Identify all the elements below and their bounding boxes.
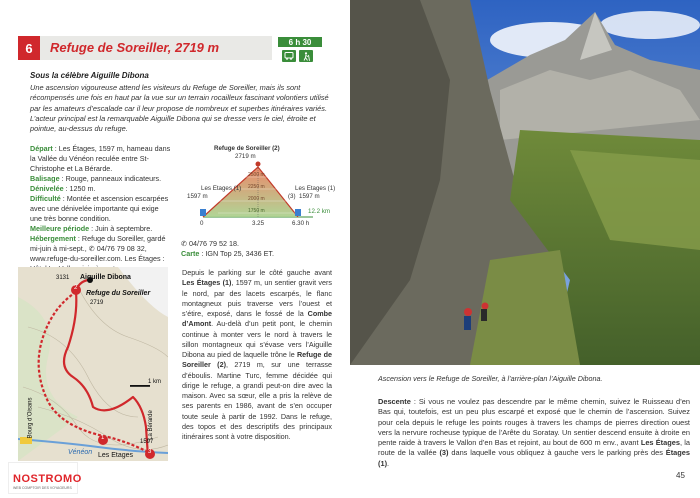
profile-tick-2250: 2250 m xyxy=(248,184,265,190)
access-icons xyxy=(282,50,313,62)
map-text: : IGN Top 25, 3436 ET. xyxy=(199,248,274,258)
intro-paragraph: Une ascension vigoureuse attend les visiteurs du Refuge de Soreiller, mais ils sont récompensés une fois en haut par la vue sur un terrain rocailleux fascinant volontiers utilisé par les amateurs d’escalade car il leur propose de nombreux et superbes itinéraires variés. L’acteur principal est la remarquable Aiguille Dibona qui se dresse vers le ciel, étroite et pointue, au-dessus du refuge. xyxy=(30,83,329,134)
logo-subtitle: WEB COMPTOIR DES VOYAGEURS xyxy=(13,486,72,490)
map-refuge-alt: 2719 xyxy=(90,300,104,306)
profile-left-alt: 1597 m xyxy=(187,193,208,200)
map-key: Carte xyxy=(181,248,200,258)
bold-term: Descente xyxy=(378,397,411,406)
page-number: 45 xyxy=(676,471,685,480)
info-key: Meilleure période xyxy=(30,224,90,233)
text-run: , 1597 m, un sentier gravit vers le nord, par des lacets escarpés, le flanc montagneux puis traverse vers l’ouest et s’étire, exposé, dans le fossé de la xyxy=(182,278,332,318)
descent-paragraph xyxy=(378,397,690,469)
profile-summit-label: Refuge de Soreiller (2) xyxy=(214,145,280,152)
profile-tick-2500: 2500 m xyxy=(248,172,265,178)
bus-icon xyxy=(282,50,296,62)
info-item xyxy=(30,174,172,184)
info-text: : Rouge, panneaux indicateurs. xyxy=(59,174,162,183)
info-key: Hébergement xyxy=(30,234,76,243)
text-run: : Si vous ne voulez pas descendre par le même chemin, suivez le Ruisseau d’en Bas qui, toutefois, est un peu plus escarpé et exposé que le chemin de l’ascension. Suivez pour cela depuis le refuge les points rouges à travers les champs de pierres direction ouest vers la nervure rocheuse typique de l’Arête du Soratay. Un sentier descend ensuite à droite en pente raide à travers le Vallon d’en Bas et rejoint, au bout de 600 m env., avant xyxy=(378,397,690,448)
map-summit-alt: 3131 xyxy=(56,275,70,281)
profile-left-label: Les Etages (1) xyxy=(201,185,242,192)
map-right-label: La Bérarde xyxy=(147,410,154,440)
profile-x-mid: 3.25 xyxy=(252,220,265,227)
profile-tick-1750: 1750 m xyxy=(248,208,265,214)
bold-term: (3) xyxy=(439,448,449,458)
info-item xyxy=(30,224,172,234)
map-marker-2: 2 xyxy=(74,285,78,291)
nostromo-logo xyxy=(8,462,82,494)
info-key: Difficulté xyxy=(30,194,61,203)
route-title: Refuge de Soreiller, 2719 m xyxy=(50,40,220,55)
profile-right-alt: 1597 m xyxy=(299,193,320,200)
photo-caption: Ascension vers le Refuge de Soreiller, à l’arrière-plan l’Aiguille Dibona. xyxy=(378,374,603,383)
text-run: , la route de la vallée xyxy=(378,438,691,458)
bold-term: Étages (1) xyxy=(378,448,691,468)
elevation-profile xyxy=(178,142,338,237)
hiking-icon xyxy=(299,50,313,62)
bold-term: Les Étages xyxy=(640,438,680,448)
subtitle: Sous la célèbre Aiguille Dibona xyxy=(30,71,149,80)
profile-x-0: 0 xyxy=(200,220,204,227)
bold-term: Combe d’Amont xyxy=(182,309,332,329)
practical-info xyxy=(30,144,172,274)
info-text: : 1250 m. xyxy=(63,184,96,193)
info-text: : Montée et ascension escarpées avec une dénivelée importante qui exige une très bonne condition. xyxy=(30,194,169,223)
profile-tick-2000: 2000 m xyxy=(248,196,265,202)
contact-info xyxy=(181,239,341,258)
info-text: : Refuge du Soreiller, gardé mi-juin à mi-sept., ✆ 04/76 79 08 32, www.refuge-du-soreiller.com. Les Étages : xyxy=(30,234,166,263)
duration-badge: 6 h 30 xyxy=(278,37,322,47)
map-village: Les Etages xyxy=(98,452,134,459)
info-key: Dénivelée xyxy=(30,184,64,193)
profile-right-num: (3) xyxy=(288,193,296,200)
text-run: dans laquelle vous obliquez à gauche vers le parking près des xyxy=(448,448,666,458)
map-reference xyxy=(181,249,341,259)
profile-x-end: 6.30 h xyxy=(292,220,310,227)
logo-word: NOSTROMO xyxy=(13,473,82,485)
profile-right-label: Les Etages (1) xyxy=(295,185,336,192)
info-key: Départ xyxy=(30,144,53,153)
map-village-alt: 1597 xyxy=(140,439,154,445)
text-run: Depuis le parking sur le côté gauche avant xyxy=(182,268,332,277)
info-item xyxy=(30,144,172,174)
text-run: . Au-delà d’un petit pont, le chemin continue à monter vers le nord à travers le sillon montagneux qui s’évase vers l’Aiguille Dibona au pied de laquelle trône le xyxy=(182,319,332,359)
map-river: Vénéon xyxy=(68,449,93,456)
info-key: Balisage xyxy=(30,174,60,183)
info-item xyxy=(30,194,172,224)
map-marker-1: 1 xyxy=(101,435,105,441)
info-text: : Juin à septembre. xyxy=(89,224,153,233)
mountain-photo xyxy=(350,0,700,365)
bold-term: Les Étages (1) xyxy=(182,278,232,288)
text-run: . xyxy=(387,458,390,468)
route-map xyxy=(18,267,168,461)
right-page xyxy=(350,0,700,498)
photo-graphic xyxy=(350,0,700,365)
route-number: 6 xyxy=(18,36,40,60)
phone-text: ✆ 04/76 79 52 18. xyxy=(181,239,239,248)
map-left-label: Bourg d’Oisans xyxy=(27,397,34,439)
map-refuge: Refuge du Soreiller xyxy=(86,290,151,297)
profile-summit-alt: 2719 m xyxy=(235,153,256,160)
map-summit: Aiguille Dibona xyxy=(80,274,131,281)
info-item xyxy=(30,184,172,194)
bold-term: Refuge de Soreiller (2) xyxy=(182,350,332,370)
map-scale: 1 km xyxy=(148,379,162,385)
text-run: , 2719 m, sur une terrasse d’éboulis. Martine Turc, femme décidée qui dirige le refuge, a grandi peut-on dire avec la maison. Avec sa sœur, elle a pris la relève de ses parents en 1986, avant de s’en occuper toute seule à partir de 1992. Dans le refuge, des topos et des descriptifs des principaux itinéraires sont à votre disposition. xyxy=(182,360,333,441)
map-marker-3: 3 xyxy=(148,449,152,455)
route-description xyxy=(182,268,332,442)
profile-distance: 12.2 km xyxy=(308,208,331,215)
info-text: : Les Étages, 1597 m, hameau dans la Vallée du Vénéon reculée entre St-Christophe et La Bérarde. xyxy=(30,144,171,173)
